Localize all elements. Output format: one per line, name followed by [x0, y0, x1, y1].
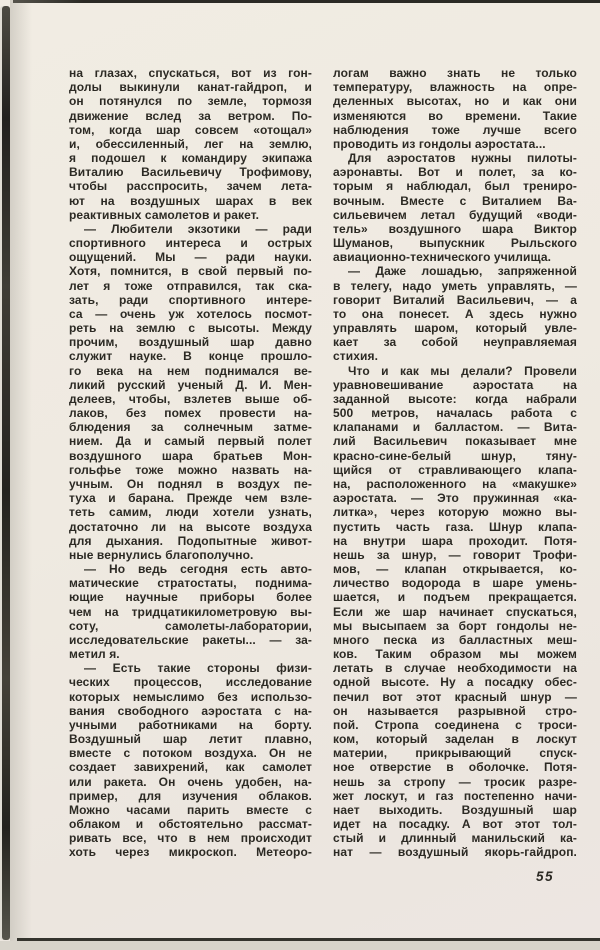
text-line: вместе с потоком воздуха. Он не	[69, 746, 312, 761]
text-line: пример, для изучения облаков.	[69, 788, 312, 803]
text-line: пустить часть газа. Шнур клапа-	[333, 519, 577, 534]
text-line: и, обессиленный, лег на землю,	[69, 136, 312, 151]
text-line: нешь за стропу — тросик разре-	[333, 774, 577, 789]
text-line: или ракета. Он очень удобен, на-	[69, 774, 312, 789]
text-line: аэростата. — Это пружинная «ка-	[333, 491, 577, 506]
text-line: нешь за шнур, — говорит Трофи-	[333, 547, 577, 562]
text-line: спортивного интереса и острых	[69, 236, 312, 251]
text-line: Можно часами парить вместе с	[69, 802, 312, 817]
text-line: чтобы расспросить, зачем лета-	[69, 179, 312, 194]
text-line: идет на посадку. А вот этот тол-	[333, 817, 577, 832]
text-line: лий Васильевич показывает мне	[333, 434, 577, 449]
text-line: движение вслед за ветром. По-	[69, 108, 312, 123]
text-line: реактивных самолетов и ракет.	[69, 207, 260, 222]
text-line: Воздушный шар летит плавно,	[69, 732, 312, 747]
text-line: жет лоскут, и газ постепенно начи-	[333, 788, 577, 803]
text-line: достаточно ли на высоте воздуха	[69, 519, 312, 534]
text-line: ком, который заделан в лоскут	[333, 732, 577, 747]
text-line: изменяются во времени. Такие	[333, 108, 577, 123]
page-gutter-shadow	[10, 0, 32, 944]
text-line: ривать все, что в нем происходит	[69, 831, 312, 846]
page-number: 55	[535, 869, 554, 884]
text-line: облаком и обстоятельно рассмат-	[69, 817, 312, 832]
text-line: лет я тоже отправился, так ска-	[69, 278, 312, 293]
text-line: много песка из балластных меш-	[333, 632, 577, 647]
text-line: пой. Стропа соединена с троси-	[333, 717, 577, 732]
text-line: ное отверстие в оболочке. Потя-	[333, 760, 577, 775]
text-line: одной высоте. Ну а посадку обес-	[333, 675, 577, 690]
text-line: авиационно-технического училища.	[333, 250, 552, 265]
text-column-right	[333, 66, 577, 860]
text-line: нат — воздушный якорь-гайдроп.	[333, 845, 577, 860]
text-line: Для аэростатов нужны пилоты-	[348, 151, 577, 166]
text-line: в телегу, надо уметь управлять, —	[333, 278, 577, 293]
text-line: вочным. Вместе с Виталием Ва-	[333, 193, 577, 208]
text-line: хоть через микроскоп. Метеоро-	[69, 845, 312, 860]
text-line: логам важно знать не только	[333, 66, 577, 80]
text-line: он потянулся по земле, тормозя	[69, 94, 312, 109]
text-line: на глазах, спускаться, вот из гон-	[69, 66, 312, 80]
text-line: уравновешивание аэростата на	[333, 377, 577, 392]
text-line: нает выходить. Воздушный шар	[333, 802, 577, 817]
text-line: Виталию Васильевичу Трофимову,	[69, 165, 312, 180]
text-line: личество водорода в шаре умень-	[333, 576, 577, 591]
text-line: воздушного шара братьев Мон-	[69, 448, 312, 463]
text-line: ные вернулись благополучно.	[69, 547, 254, 562]
text-column-left	[69, 66, 312, 860]
text-line: — Есть такие стороны физи-	[84, 661, 312, 676]
text-line: красно-сине-белый шнур, тяну-	[333, 448, 577, 463]
text-line: лаков, без помех провести на-	[69, 406, 312, 421]
text-line: са — очень уж хотелось посмот-	[69, 306, 312, 321]
text-line: ческих процессов, исследование	[69, 675, 312, 690]
text-line: летать в случае необходимости на	[333, 661, 577, 676]
text-line: Хотя, помнится, в свой первый по-	[69, 264, 312, 279]
text-line: — Даже лошадью, запряженной	[348, 264, 577, 279]
text-line: туха и барана. Прежде чем взле-	[69, 491, 312, 506]
text-line: сильевичем летал будущий «води-	[333, 207, 577, 222]
text-line: гольфье тоже можно назвать на-	[69, 462, 312, 477]
text-line: торым я наблюдал, был трениро-	[333, 179, 577, 194]
text-line: материи, прикрывающий спуск-	[333, 746, 577, 761]
text-line: ют на воздушных шарах в век	[69, 193, 312, 208]
text-line: тель» воздушного шара Виктор	[333, 221, 577, 236]
text-line: шается, и подъем прекращается.	[333, 590, 577, 605]
text-line: ков. Таким образом мы можем	[333, 647, 577, 662]
text-line: на, расположенного на «макушке»	[333, 476, 577, 491]
text-line: Что и как мы делали? Провели	[348, 363, 577, 378]
text-line: том, когда шар совсем «отощал»	[69, 122, 312, 137]
text-line: долы выкинули канат-гайдроп, и	[69, 80, 312, 95]
text-line: то она понесет. А здесь нужно	[333, 306, 577, 321]
text-line: кает за собой неуправляемая	[333, 335, 577, 350]
text-line: делеев, чтобы, взлетев выше об-	[69, 391, 312, 406]
text-line: создает завихрений, как самолет	[69, 760, 312, 775]
text-line: стихия.	[333, 349, 379, 364]
text-line: Если же шар начинает спускаться,	[333, 604, 577, 619]
text-line: мы высыпаем за борт гондолы не-	[333, 618, 577, 633]
text-line: учными работниками на борту.	[69, 717, 312, 732]
text-line: говорит Виталий Васильевич, — а	[333, 292, 577, 307]
text-line: чем на тридцатикилометровую вы-	[69, 604, 312, 619]
text-line: Шуманов, выпускник Рыльского	[333, 236, 577, 251]
text-line: прочим, воздушный шар давно	[69, 335, 312, 350]
text-line: для дыхания. Подопытные живот-	[69, 533, 312, 548]
text-line: исследовательские ракеты... — за-	[69, 632, 312, 647]
text-line: аэронавты. Вот и полет, за ко-	[333, 165, 577, 180]
text-line: соту, самолеты-лаборатории,	[69, 618, 312, 633]
text-line: я подошел к командиру экипажа	[69, 151, 312, 166]
text-line: блюдения за солнечным затме-	[69, 420, 312, 435]
text-line: деленных высотах, но и как они	[333, 94, 577, 109]
text-line: печил вот этот красный шнур —	[333, 689, 577, 704]
page-left-edge	[2, 6, 10, 940]
text-line: метил я.	[69, 647, 120, 662]
text-line: — Но ведь сегодня есть авто-	[84, 562, 312, 577]
text-line: 500 метров, началась работа с	[333, 406, 577, 421]
text-line: теть самим, люди хотели узнать,	[69, 505, 312, 520]
text-line: ощущений. Мы — ради науки.	[69, 250, 312, 265]
text-line: наблюдения тоже лучше всего	[333, 122, 577, 137]
text-line: зать, ради спортивного интере-	[69, 292, 312, 307]
text-line: вания свободного аэростата с на-	[69, 703, 312, 718]
page-bottom-margin	[0, 941, 600, 950]
text-line: ющие научные приборы более	[69, 590, 312, 605]
text-line: мов, — клапан открывается, ко-	[333, 562, 577, 577]
text-line: — Любители экзотики — ради	[84, 221, 312, 236]
text-line: служит науке. В конце прошло-	[69, 349, 312, 364]
text-line: он называется разрывной стро-	[333, 703, 577, 718]
text-line: на внутри шара проходит. Потя-	[333, 533, 577, 548]
text-line: которых немыслимо без использо-	[69, 689, 312, 704]
text-line: матические стратостаты, поднима-	[69, 576, 312, 591]
text-line: температуру, влажность на опре-	[333, 80, 577, 95]
text-line: проводить из гондолы аэростата...	[333, 136, 546, 151]
text-line: клапанами и балластом. — Вита-	[333, 420, 577, 435]
text-line: стый и длинный манильский ка-	[333, 831, 577, 846]
text-line: го века на нем поднимался ве-	[69, 363, 312, 378]
text-line: учным. Он поднял в воздух пе-	[69, 476, 312, 491]
text-line: ликий русский ученый Д. И. Мен-	[69, 377, 312, 392]
text-line: нием. Да и самый первый полет	[69, 434, 312, 449]
text-line: управлять шаром, который увле-	[333, 321, 577, 336]
text-line: заданной высоте: когда набрали	[333, 391, 577, 406]
text-line: реть на землю с высоты. Между	[69, 321, 312, 336]
text-line: щийся от стравливающего клапа-	[333, 462, 577, 477]
page-top-edge	[13, 0, 600, 3]
text-line: литка», через которую можно вы-	[333, 505, 577, 520]
